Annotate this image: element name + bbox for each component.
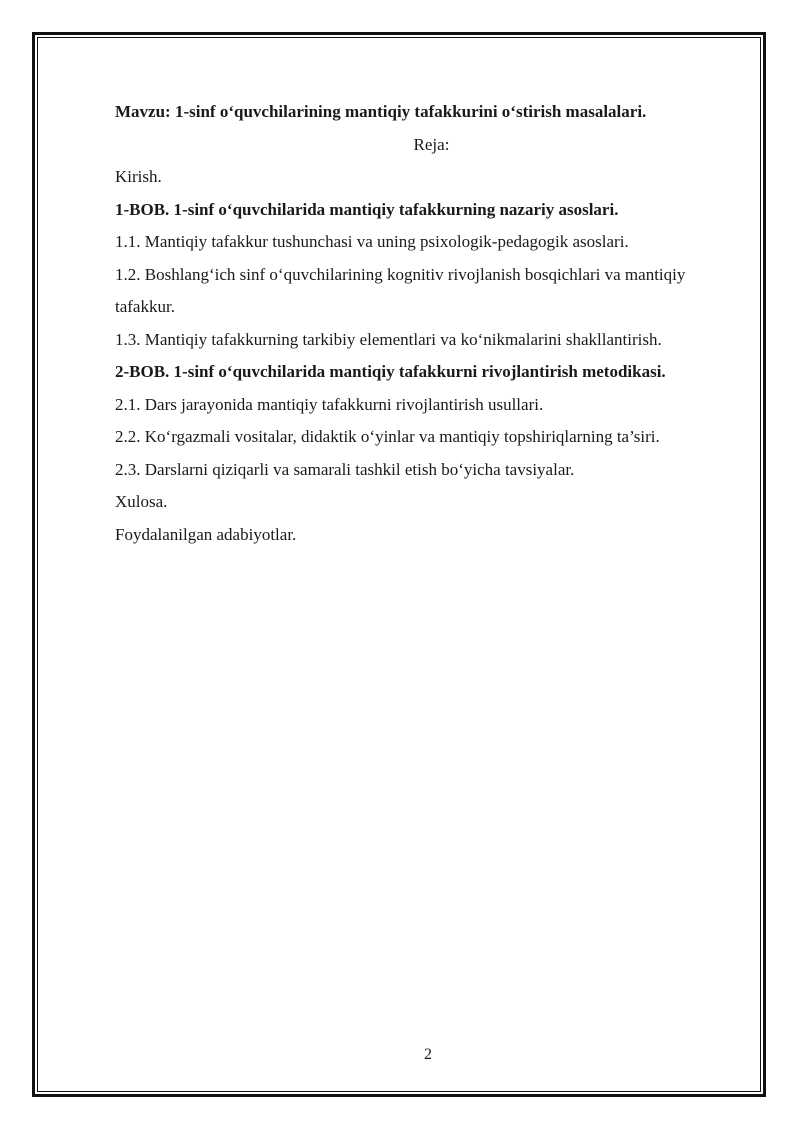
conclusion-item: Xulosa. xyxy=(115,492,168,511)
chapter1-item-continuation: tafakkur. xyxy=(115,297,175,316)
chapter2-item: 2.1. Dars jarayonida mantiqiy tafakkurni rivojlantirish usullari. xyxy=(115,394,544,414)
intro-item: Kirish. xyxy=(115,167,162,186)
chapter1-item: 1.2. Boshlang‘ich sinf o‘quvchilarining kognitiv rivojlanish bosqichlari va mantiqiy xyxy=(115,264,686,284)
document-title: Mavzu: 1-sinf o‘quvchilarining mantiqiy tafakkurini o‘stirish masalalari. xyxy=(115,102,647,121)
document-body xyxy=(115,96,755,551)
plan-heading: Reja: xyxy=(413,134,450,154)
chapter2-heading: 2-BOB. 1-sinf o‘quvchilarida mantiqiy tafakkurni rivojlantirish metodikasi. xyxy=(115,362,666,381)
chapter1-item: 1.3. Mantiqiy tafakkurning tarkibiy elementlari va ko‘nikmalarini shakllantirish. xyxy=(115,329,662,349)
chapter1-item: 1.1. Mantiqiy tafakkur tushunchasi va uning psixologik-pedagogik asoslari. xyxy=(115,232,629,251)
references-item: Foydalanilgan adabiyotlar. xyxy=(115,524,297,544)
chapter2-item: 2.2. Ko‘rgazmali vositalar, didaktik o‘yinlar va mantiqiy topshiriqlarning ta’siri. xyxy=(115,427,660,446)
page-number: 2 xyxy=(424,1046,432,1063)
chapter1-heading: 1-BOB. 1-sinf o‘quvchilarida mantiqiy tafakkurning nazariy asoslari. xyxy=(115,199,619,219)
chapter2-item: 2.3. Darslarni qiziqarli va samarali tashkil etish bo‘yicha tavsiyalar. xyxy=(115,459,575,479)
